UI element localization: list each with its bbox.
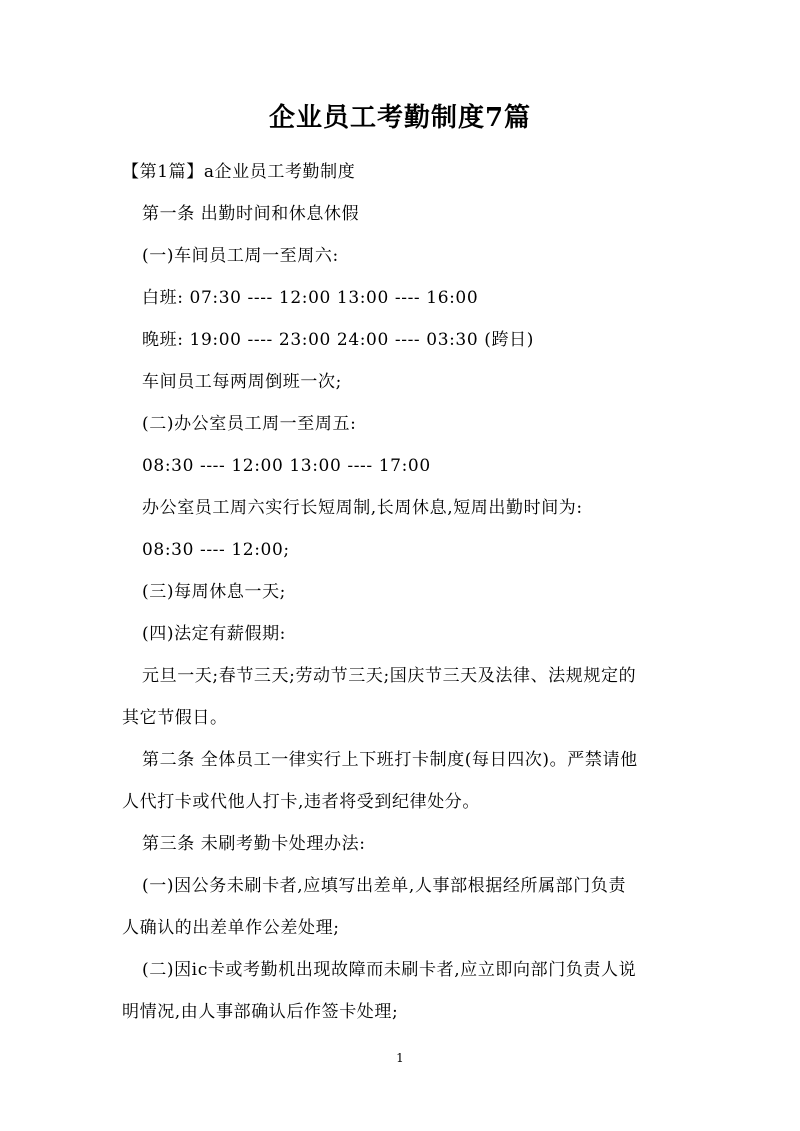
- body-line: 车间员工每两周倒班一次;: [142, 372, 342, 392]
- body-line: (三)每周休息一天;: [142, 582, 286, 602]
- paragraph-first-line: (一)因公务未刷卡者,应填写出差单,人事部根据经所属部门负责: [142, 876, 627, 896]
- page-number: 1: [396, 1051, 404, 1065]
- paragraph-continuation: 明情况,由人事部确认后作签卡处理;: [122, 1002, 399, 1022]
- paragraph-first-line: 元旦一天;春节三天;劳动节三天;国庆节三天及法律、法规规定的: [142, 666, 637, 686]
- paragraph-first-line: (二)因ic卡或考勤机出现故障而未刷卡者,应立即向部门负责人说: [142, 960, 637, 980]
- paragraph-first-line: 第二条 全体员工一律实行上下班打卡制度(每日四次)。严禁请他: [142, 750, 638, 770]
- body-line: 08:30 ---- 12:00;: [142, 540, 290, 560]
- body-line: (四)法定有薪假期:: [142, 624, 286, 644]
- paragraph-continuation: 人确认的出差单作公差处理;: [122, 918, 340, 938]
- article-heading: 第三条 未刷考勤卡处理办法:: [142, 834, 366, 854]
- article-heading: 第一条 出勤时间和休息休假: [142, 204, 360, 224]
- body-line: (一)车间员工周一至周六:: [142, 246, 339, 266]
- body-paragraph: [122, 655, 682, 739]
- body-line: 08:30 ---- 12:00 13:00 ---- 17:00: [142, 456, 431, 476]
- body-line: 晚班: 19:00 ---- 23:00 24:00 ---- 03:30 (跨日): [142, 330, 534, 350]
- body-paragraph: [122, 865, 682, 949]
- body-paragraph: [122, 739, 682, 823]
- body-line: 办公室员工周六实行长短周制,长周休息,短周出勤时间为:: [142, 498, 583, 518]
- body-line: 白班: 07:30 ---- 12:00 13:00 ---- 16:00: [142, 288, 479, 308]
- paragraph-continuation: 其它节假日。: [122, 708, 228, 728]
- section-heading: 【第1篇】a企业员工考勤制度: [122, 162, 356, 182]
- body-paragraph: [122, 949, 682, 1033]
- paragraph-continuation: 人代打卡或代他人打卡,违者将受到纪律处分。: [122, 792, 481, 812]
- document-title: 企业员工考勤制度7篇: [268, 103, 532, 133]
- document-body: [122, 151, 682, 1033]
- body-line: (二)办公室员工周一至周五:: [142, 414, 357, 434]
